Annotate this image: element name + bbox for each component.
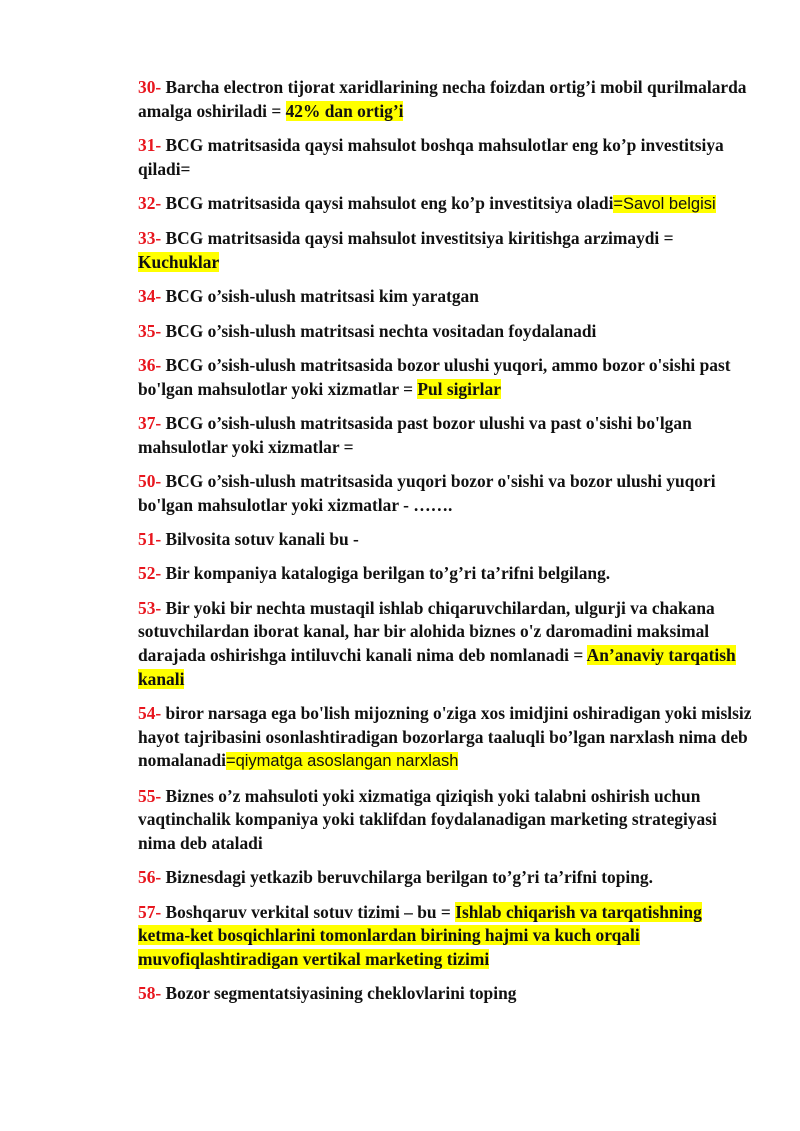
question-list (138, 76, 758, 1017)
question-number: 52- (138, 563, 162, 584)
question-text: Bir kompaniya katalogiga berilgan to’g’ri ta’rifni belgilang. (161, 563, 611, 584)
question-item (138, 901, 758, 972)
question-number: 33- (138, 228, 162, 249)
question-number: 58- (138, 983, 162, 1004)
question-item (138, 285, 758, 309)
question-text: BCG o’sish-ulush matritsasida yuqori bozor o'sishi va bozor ulushi yuqori bo'lgan mahsulotlar yoki xizmatlar - ……. (138, 471, 716, 515)
question-item (138, 227, 758, 274)
question-number: 50- (138, 471, 162, 492)
question-text: Barcha electron tijorat xaridlarining necha foizdan ortig’i mobil qurilmalarda amalga oshiriladi = (138, 77, 747, 121)
question-text: Biznes o’z mahsuloti yoki xizmatiga qiziqish yoki talabni oshirish uchun vaqtinchalik kompaniya yoki taklifdan foydalanadigan marketing strategiyasi nima deb ataladi (138, 785, 717, 853)
question-number: 30- (138, 77, 162, 97)
question-number: 53- (138, 597, 162, 618)
question-item (138, 597, 758, 691)
question-text: BCG o’sish-ulush matritsasida bozor ulushi yuqori, ammo bozor o'sishi past bo'lgan mahsulotlar yoki xizmatlar = (138, 355, 731, 399)
question-text: BCG o’sish-ulush matritsasi nechta vositadan foydalanadi (161, 320, 597, 341)
question-item (138, 866, 758, 890)
question-item (138, 76, 758, 123)
question-number: 34- (138, 286, 162, 307)
question-item (138, 982, 758, 1006)
highlighted-answer: 42% dan ortig’i (285, 100, 404, 121)
question-item (138, 528, 758, 552)
question-item (138, 785, 758, 856)
question-item (138, 470, 758, 517)
question-text: Boshqaruv verkital sotuv tizimi – bu = (161, 901, 456, 922)
question-number: 56- (138, 867, 162, 888)
question-number: 57- (138, 901, 162, 922)
question-item (138, 134, 758, 181)
question-item (138, 320, 758, 344)
question-number: 35- (138, 320, 162, 341)
highlighted-answer: =Savol belgisi (613, 194, 716, 213)
question-text: BCG matritsasida qaysi mahsulot eng ko’p investitsiya oladi (161, 192, 614, 213)
question-text: Biznesdagi yetkazib beruvchilarga berilgan to’g’ri ta’rifni toping. (161, 867, 653, 888)
highlighted-answer: Pul sigirlar (417, 378, 501, 399)
question-number: 51- (138, 529, 162, 550)
question-item (138, 412, 758, 459)
question-number: 55- (138, 785, 162, 806)
highlighted-answer: =qiymatga asoslangan narxlash (225, 752, 459, 771)
question-text: Bilvosita sotuv kanali bu - (161, 529, 359, 550)
question-text: Bozor segmentatsiyasining cheklovlarini toping (161, 983, 517, 1004)
question-number: 54- (138, 703, 162, 724)
question-text: BCG o’sish-ulush matritsasida past bozor ulushi va past o'sishi bo'lgan mahsulotlar yoki xizmatlar = (138, 413, 692, 457)
question-number: 37- (138, 413, 162, 434)
question-text: Bir yoki bir nechta mustaqil ishlab chiqaruvchilardan, ulgurji va chakana sotuvchilardan iborat kanal, har bir alohida biznes o'z daromadini maksimal darajada oshirishga intiluvchi kanali nima deb nomlanadi = (138, 597, 715, 666)
question-text: BCG matritsasida qaysi mahsulot investitsiya kiritishga arzimaydi = (161, 228, 674, 249)
question-text: biror narsaga ega bo'lish mijozning o'ziga xos imidjini oshiradigan yoki mislsiz hayot tajribasini osonlashtiradigan bozorlarga taaluqli bo’lgan narxlash nima deb nomalanadi (138, 703, 752, 771)
highlighted-answer: Kuchuklar (138, 251, 220, 272)
highlighted-answer: An’anaviy tarqatish kanali (138, 645, 736, 689)
question-number: 32- (138, 192, 162, 213)
highlighted-answer: Ishlab chiqarish va tarqatishning ketma-ket bosqichlarini tomonlardan birining hajmi va kuch orqali muvofiqlashtiradigan vertikal marketing tizimi (138, 901, 702, 969)
question-number: 36- (138, 355, 162, 376)
question-number: 31- (138, 134, 162, 155)
question-item (138, 192, 758, 217)
question-item (138, 702, 758, 774)
question-item (138, 562, 758, 586)
question-text: BCG o’sish-ulush matritsasi kim yaratgan (161, 286, 479, 307)
question-item (138, 354, 758, 401)
question-text: BCG matritsasida qaysi mahsulot boshqa mahsulotlar eng ko’p investitsiya qiladi= (138, 134, 724, 179)
